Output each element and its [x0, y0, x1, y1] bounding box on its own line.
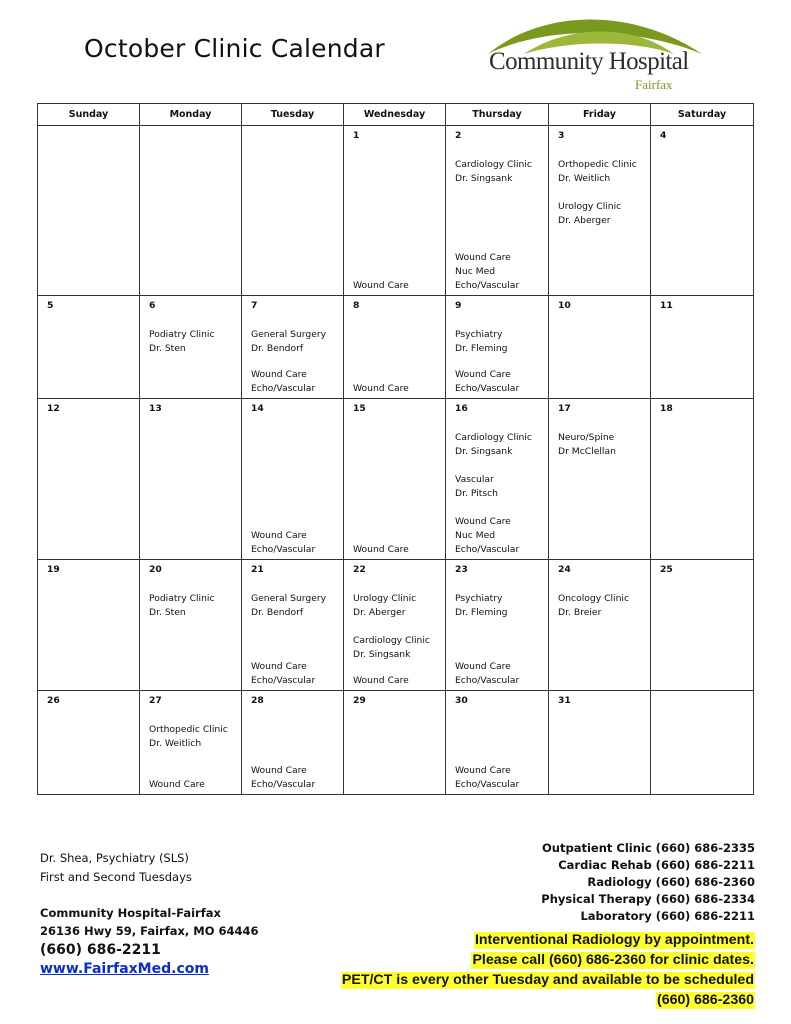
department-contacts	[541, 840, 755, 925]
clinic-entry: Urology Clinic	[353, 593, 417, 604]
calendar-day-cell	[140, 691, 242, 795]
service-block	[353, 543, 438, 557]
day-number	[47, 130, 132, 142]
calendar-day-cell	[344, 399, 446, 560]
service-entry: Nuc Med	[455, 529, 496, 541]
notice-line: (660) 686-2360	[656, 992, 754, 1008]
service-entry: Echo/Vascular	[455, 382, 520, 394]
day-number: 24	[558, 564, 571, 575]
day-number: 19	[47, 564, 60, 575]
clinic-entry: Dr. Singsank	[353, 649, 411, 661]
clinic-entry: Dr. Sten	[149, 607, 186, 619]
calendar-day-cell	[140, 399, 242, 560]
clinic-entry: Dr. Bendorf	[251, 343, 304, 355]
weekday-header: Monday	[140, 104, 242, 126]
logo-subtitle: Fairfax	[635, 77, 673, 92]
calendar-day-cell	[344, 296, 446, 399]
notice-line: PET/CT is every other Tuesday and available to be scheduled	[341, 972, 754, 988]
day-number: 25	[660, 564, 673, 575]
service-entry: Wound Care	[251, 764, 307, 776]
clinic-entry: Psychiatry	[455, 593, 503, 604]
day-number: 16	[455, 403, 468, 414]
service-entry: Echo/Vascular	[251, 382, 316, 394]
day-number: 26	[47, 695, 60, 706]
service-entry: Wound Care	[353, 674, 409, 686]
clinic-entry: Podiatry Clinic	[149, 593, 215, 604]
clinic-entry: Podiatry Clinic	[149, 329, 215, 340]
clinic-block	[353, 592, 438, 662]
clinic-entry: Dr. Fleming	[455, 343, 508, 355]
service-block	[251, 529, 336, 557]
psychiatry-note-line: Dr. Shea, Psychiatry (SLS)	[40, 851, 189, 865]
calendar-day-cell	[242, 296, 344, 399]
service-entry: Wound Care	[251, 660, 307, 672]
weekday-header: Wednesday	[344, 104, 446, 126]
clinic-entry: Dr. Aberger	[558, 215, 611, 227]
calendar-day-cell	[651, 691, 754, 795]
calendar-day-cell	[651, 296, 754, 399]
calendar-day-cell	[38, 296, 140, 399]
day-number: 15	[353, 403, 366, 414]
clinic-entry: Orthopedic Clinic	[149, 724, 228, 735]
day-number: 29	[353, 695, 366, 706]
service-entry: Wound Care	[455, 515, 511, 527]
calendar-day-cell	[651, 560, 754, 691]
service-block	[455, 368, 541, 396]
calendar-day-cell	[242, 560, 344, 691]
clinic-entry: General Surgery	[251, 593, 327, 604]
weekday-header: Sunday	[38, 104, 140, 126]
clinic-block	[455, 158, 541, 186]
day-number: 31	[558, 695, 571, 706]
day-number: 28	[251, 695, 264, 706]
service-block	[251, 764, 336, 792]
contact-line: Radiology (660) 686-2360	[587, 875, 755, 889]
clinic-entry: Dr. Bendorf	[251, 607, 304, 619]
calendar-day-cell	[446, 126, 549, 296]
notice-line: Interventional Radiology by appointment.	[474, 932, 754, 948]
highlighted-notice	[341, 929, 755, 1009]
clinic-entry: Dr. Fleming	[455, 607, 508, 619]
clinic-entry: Dr. Aberger	[353, 607, 406, 619]
website-link[interactable]: www.FairfaxMed.com	[40, 961, 209, 977]
logo-name: Community Hospital	[489, 48, 689, 75]
contact-line: Cardiac Rehab (660) 686-2211	[558, 858, 755, 872]
clinic-entry: Dr. Breier	[558, 607, 602, 619]
clinic-entry: Urology Clinic	[558, 201, 622, 213]
calendar-day-cell	[446, 399, 549, 560]
calendar-day-cell	[446, 560, 549, 691]
calendar-day-cell	[651, 126, 754, 296]
service-entry: Echo/Vascular	[455, 279, 520, 291]
calendar-day-cell	[549, 399, 651, 560]
calendar-day-cell	[549, 126, 651, 296]
calendar-day-cell	[242, 399, 344, 560]
service-block	[251, 660, 336, 688]
service-entry: Wound Care	[353, 279, 409, 291]
contact-line: Laboratory (660) 686-2211	[580, 909, 755, 923]
main-phone: (660) 686-2211	[40, 942, 161, 958]
day-number: 30	[455, 695, 468, 706]
clinic-block	[455, 431, 541, 501]
calendar-week-row	[38, 560, 754, 691]
hospital-address-block	[40, 904, 258, 978]
calendar-day-cell	[140, 126, 242, 296]
calendar-day-cell	[140, 560, 242, 691]
clinic-block	[251, 592, 336, 620]
service-entry: Echo/Vascular	[455, 543, 520, 555]
service-block	[455, 515, 541, 557]
service-block	[455, 764, 541, 792]
service-block	[149, 778, 234, 792]
calendar-day-cell	[344, 126, 446, 296]
clinic-block	[149, 592, 234, 620]
clinic-block	[558, 592, 643, 620]
calendar-day-cell	[549, 296, 651, 399]
calendar-day-cell	[344, 560, 446, 691]
service-block	[353, 382, 438, 396]
clinic-entry: Cardiology Clinic	[455, 159, 532, 170]
day-number: 20	[149, 564, 162, 575]
clinic-entry: Orthopedic Clinic	[558, 159, 637, 170]
clinic-entry: Dr. Weitlich	[149, 738, 202, 750]
clinic-entry: Vascular	[455, 474, 494, 486]
day-number: 23	[455, 564, 468, 575]
day-number: 6	[149, 300, 156, 311]
service-entry: Echo/Vascular	[251, 543, 316, 555]
service-entry: Wound Care	[455, 764, 511, 776]
service-entry: Wound Care	[251, 368, 307, 380]
weekday-header-row	[38, 104, 754, 126]
clinic-block	[149, 328, 234, 356]
day-number: 8	[353, 300, 360, 311]
clinic-block	[558, 431, 643, 459]
weekday-header: Tuesday	[242, 104, 344, 126]
service-entry: Echo/Vascular	[251, 674, 316, 686]
day-number: 1	[353, 130, 360, 141]
psychiatry-note	[40, 849, 192, 887]
calendar-day-cell	[242, 691, 344, 795]
contact-line: Physical Therapy (660) 686-2334	[541, 892, 755, 906]
calendar-day-cell	[651, 399, 754, 560]
clinic-block	[455, 592, 541, 620]
org-name: Community Hospital-Fairfax	[40, 906, 221, 920]
clinic-entry: Dr. Pitsch	[455, 488, 499, 500]
day-number	[251, 130, 336, 142]
calendar-day-cell	[242, 126, 344, 296]
day-number: 14	[251, 403, 264, 414]
notice-line: Please call (660) 686-2360 for clinic dates.	[472, 952, 754, 968]
clinic-entry: General Surgery	[251, 329, 327, 340]
clinic-entry: Dr. Singsank	[455, 446, 513, 458]
weekday-header: Thursday	[446, 104, 549, 126]
clinic-block	[558, 158, 643, 228]
service-entry: Echo/Vascular	[251, 778, 316, 790]
clinic-block	[251, 328, 336, 356]
clinic-entry: Neuro/Spine	[558, 432, 615, 443]
calendar-day-cell	[446, 296, 549, 399]
day-number: 5	[47, 300, 54, 311]
service-entry: Wound Care	[455, 251, 511, 263]
service-block	[455, 251, 541, 293]
clinic-entry: Oncology Clinic	[558, 593, 630, 604]
day-number: 13	[149, 403, 162, 414]
day-number: 10	[558, 300, 571, 311]
calendar-day-cell	[446, 691, 549, 795]
day-number: 22	[353, 564, 366, 575]
calendar-day-cell	[38, 126, 140, 296]
service-block	[353, 279, 438, 293]
calendar-day-cell	[38, 560, 140, 691]
clinic-entry: Psychiatry	[455, 329, 503, 340]
service-block	[251, 368, 336, 396]
weekday-header: Friday	[549, 104, 651, 126]
clinic-entry: Cardiology Clinic	[353, 635, 430, 647]
day-number: 3	[558, 130, 565, 141]
day-number	[660, 695, 746, 707]
clinic-entry: Dr. Sten	[149, 343, 186, 355]
clinic-entry: Cardiology Clinic	[455, 432, 532, 443]
service-entry: Wound Care	[353, 382, 409, 394]
clinic-block	[149, 723, 234, 751]
address: 26136 Hwy 59, Fairfax, MO 64446	[40, 924, 259, 938]
service-entry: Wound Care	[455, 368, 511, 380]
service-entry: Nuc Med	[455, 265, 496, 277]
day-number: 9	[455, 300, 462, 311]
calendar-day-cell	[344, 691, 446, 795]
service-entry: Echo/Vascular	[455, 778, 520, 790]
day-number: 21	[251, 564, 264, 575]
clinic-entry: Dr. Weitlich	[558, 173, 611, 185]
calendar-week-row	[38, 691, 754, 795]
hospital-logo	[484, 14, 710, 94]
service-entry: Wound Care	[149, 778, 205, 790]
calendar-day-cell	[549, 691, 651, 795]
contact-line: Outpatient Clinic (660) 686-2335	[542, 841, 755, 855]
clinic-entry: Dr McClellan	[558, 446, 616, 458]
service-entry: Wound Care	[251, 529, 307, 541]
service-block	[353, 674, 438, 688]
day-number: 27	[149, 695, 162, 706]
day-number: 12	[47, 403, 60, 414]
clinic-block	[455, 328, 541, 356]
calendar-day-cell	[38, 691, 140, 795]
weekday-header: Saturday	[651, 104, 754, 126]
service-entry: Echo/Vascular	[455, 674, 520, 686]
day-number: 17	[558, 403, 571, 414]
day-number: 11	[660, 300, 673, 311]
calendar-table	[37, 103, 754, 795]
calendar-week-row	[38, 296, 754, 399]
clinic-entry: Dr. Singsank	[455, 173, 513, 185]
psychiatry-note-line: First and Second Tuesdays	[40, 870, 192, 884]
service-block	[455, 660, 541, 688]
service-entry: Wound Care	[455, 660, 511, 672]
calendar-week-row	[38, 399, 754, 560]
calendar-week-row	[38, 126, 754, 296]
day-number	[149, 130, 234, 142]
day-number: 7	[251, 300, 258, 311]
calendar-day-cell	[140, 296, 242, 399]
page-title: October Clinic Calendar	[84, 34, 385, 63]
day-number: 4	[660, 130, 667, 141]
day-number: 18	[660, 403, 673, 414]
service-entry: Wound Care	[353, 543, 409, 555]
calendar-day-cell	[549, 560, 651, 691]
calendar-day-cell	[38, 399, 140, 560]
day-number: 2	[455, 130, 462, 141]
